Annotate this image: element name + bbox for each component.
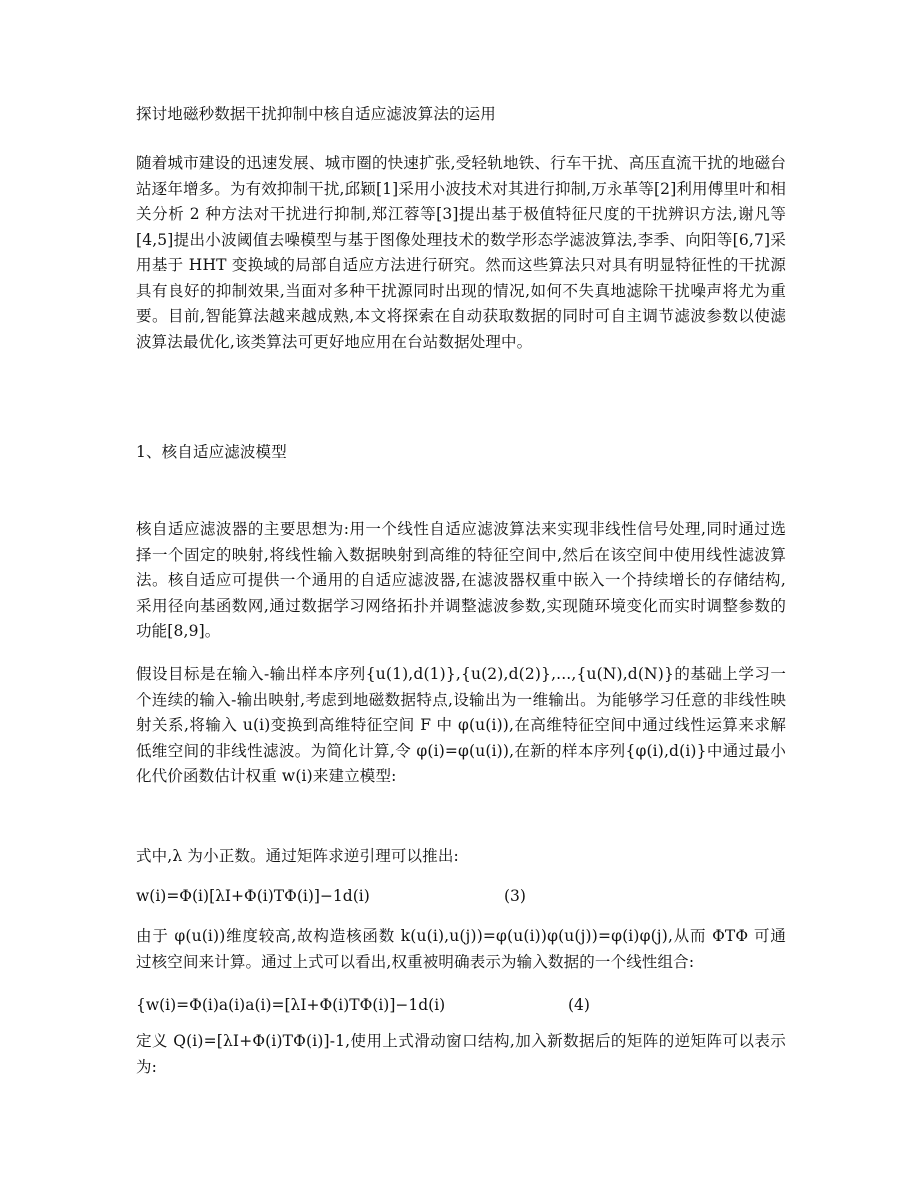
- paragraph-model-setup: 假设目标是在输入-输出样本序列{u(1),d(1)},{u(2),d(2)},...,{u(N),d(N)}的基础上学习一个连续的输入-输出映射,考虑到地磁数据特点,设输出为一维输出。为能够学习任意的非线性映射关系,将输入 u(i)变换到高维特征空间 F 中 φ(u(i)),在高维特征空间中通过线性运算来求解低维空间的非线性滤波。为简化计算,令 φ(i)=φ(u(i)),在新的样本序列{φ(i),d(i)}中通过最小化代价函数估计权重 w(i)来建立模型:: [136, 665, 786, 785]
- equation-4: [136, 993, 786, 1019]
- equation-4-formula: {w(i)=Φ(i)a(i)a(i)=[λI+Φ(i)TΦ(i)]−1d(i): [136, 996, 446, 1014]
- equation-3-formula: w(i)=Φ(i)[λI+Φ(i)TΦ(i)]−1d(i): [136, 887, 370, 905]
- paragraph-sliding-window: 定义 Q(i)=[λI+Φ(i)TΦ(i)]-1,使用上式滑动窗口结构,加入新数据后的矩阵的逆矩阵可以表示为:: [136, 1032, 786, 1076]
- document-title: 探讨地磁秒数据干扰抑制中核自适应滤波算法的运用: [136, 105, 496, 123]
- equation-4-number: (4): [568, 996, 590, 1014]
- paragraph-kernel-idea: 核自适应滤波器的主要思想为:用一个线性自适应滤波算法来实现非线性信号处理,同时通过选择一个固定的映射,将线性输入数据映射到高维的特征空间中,然后在该空间中使用线性滤波算法。核自适应可提供一个通用的自适应滤波器,在滤波器权重中嵌入一个持续增长的存储结构,采用径向基函数网,通过数据学习网络拓扑并调整滤波参数,实现随环境变化而实时调整参数的功能[8,9]。: [136, 520, 786, 640]
- equation-3-number: (3): [504, 887, 526, 905]
- section-heading: 1、核自适应滤波模型: [136, 443, 287, 461]
- paragraph-kernel-function: 由于 φ(u(i))维度较高,故构造核函数 k(u(i),u(j))=φ(u(i))φ(u(j))=φ(i)φ(j),从而 ΦTΦ 可通过核空间来计算。通过上式可以看出,权重被明确表示为输入数据的一个线性组合:: [136, 927, 786, 971]
- paragraph-lambda-note: 式中,λ 为小正数。通过矩阵求逆引理可以推出:: [136, 847, 459, 865]
- equation-3: [136, 884, 786, 910]
- intro-paragraph: 随着城市建设的迅速发展、城市圈的快速扩张,受轻轨地铁、行车干扰、高压直流干扰的地磁台站逐年增多。为有效抑制干扰,邱颖[1]采用小波技术对其进行抑制,万永革等[2]利用傅里叶和相关分析 2 种方法对干扰进行抑制,郑江蓉等[3]提出基于极值特征尺度的干扰辨识方法,谢凡等[4,5]提出小波阈值去噪模型与基于图像处理技术的数学形态学滤波算法,李季、向阳等[6,7]采用基于 HHT 变换域的局部自适应方法进行研究。然而这些算法只对具有明显特征性的干扰源具有良好的抑制效果,当面对多种干扰源同时出现的情况,如何不失真地滤除干扰噪声将尤为重要。目前,智能算法越来越成熟,本文将探索在自动获取数据的同时可自主调节滤波参数以使滤波算法最优化,该类算法可更好地应用在台站数据处理中。: [136, 154, 786, 351]
